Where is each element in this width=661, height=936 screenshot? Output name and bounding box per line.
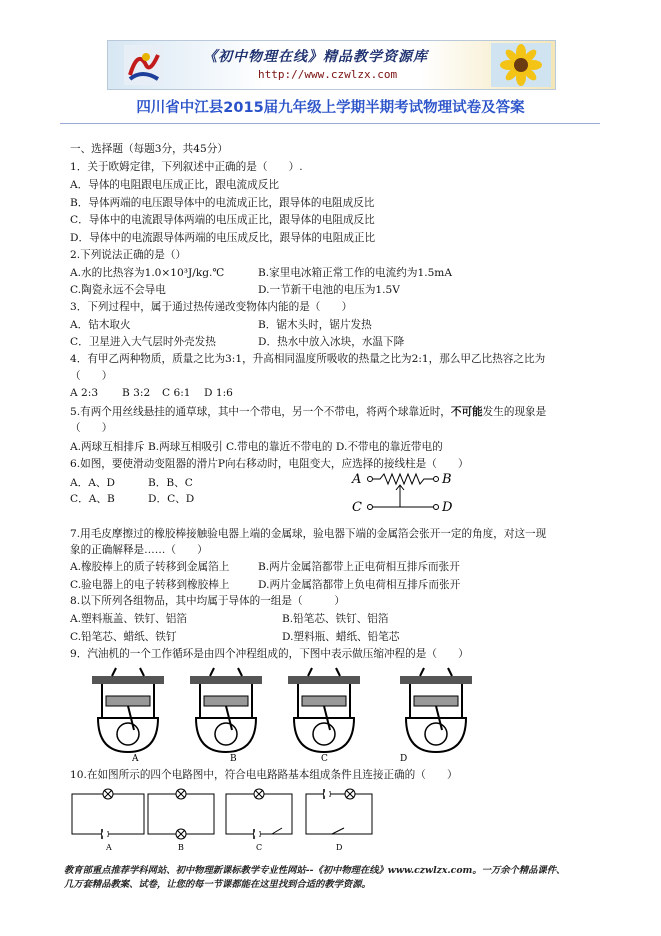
q4-option-b: B 3:2 xyxy=(122,387,151,399)
header-banner xyxy=(107,40,556,90)
q9-stem: 9．汽油机的一个工作循环是由四个冲程组成的，下图中表示做压缩冲程的是（ ） xyxy=(70,648,469,660)
q2-option-c: C.陶瓷永远不会导电 xyxy=(70,284,166,296)
q5-options: A.两球互相排斥 B.两球互相吸引 C.带电的靠近不带电的 D.不带电的靠近带电的 xyxy=(70,441,443,453)
circuit-label-b: B xyxy=(178,843,184,852)
q1-option-a: A．导体的电阻跟电压成正比，跟电流成反比 xyxy=(70,179,279,191)
q4-paren: （ ） xyxy=(70,370,113,382)
circuit-d xyxy=(306,789,372,834)
q3-option-d: D．热水中放入冰块，水温下降 xyxy=(258,336,405,348)
q3-option-a: A．钻木取火 xyxy=(70,319,131,331)
q1-option-b: B．导体两端的电压跟导体中的电流成正比，跟导体的电阻成反比 xyxy=(70,197,375,209)
sunflower-icon xyxy=(491,43,551,87)
circuit-a xyxy=(72,789,144,839)
banner-title: 《初中物理在线》精品教学资源库 xyxy=(203,49,428,65)
q5-stem-emphasis: 不可能 xyxy=(450,406,483,418)
q7-stem-line1: 7.用毛皮摩擦过的橡胶棒接触验电器上端的金属球，验电器下端的金属箔会张开一定的角度，对这一现 xyxy=(70,528,547,540)
q6-stem: 6.如图，要使滑动变阻器的滑片P向右移动时，电阻变大，应选择的接线柱是（ ） xyxy=(70,458,469,470)
engine-a-icon xyxy=(92,668,164,752)
q2-option-a: A.水的比热容为1.0×10³J/kg.℃ xyxy=(70,267,225,279)
q1-option-c: C．导体中的电流跟导体两端的电压成正比，跟导体的电阻成反比 xyxy=(70,214,375,226)
q4-stem: 4．有甲乙两种物质，质量之比为3:1，升高相同温度所吸收的热量之比为2:1，那么甲乙比热容之比为 xyxy=(70,353,546,365)
q5-stem-tail: 发生的现象是 xyxy=(482,406,547,418)
q8-option-c: C.铅笔芯、蜡纸、铁钉 xyxy=(70,631,177,643)
q4-option-c: C 6:1 xyxy=(162,387,191,399)
q5-stem xyxy=(70,405,546,419)
q2-stem: 2.下列说法正确的是（） xyxy=(70,249,187,261)
engine-d-icon xyxy=(400,668,472,752)
rheostat-label-c: C xyxy=(352,500,362,515)
q4-option-a: A 2:3 xyxy=(70,387,99,399)
q2-option-d: D.一节新干电池的电压为1.5V xyxy=(258,284,400,296)
q6-option-b: B．B、C xyxy=(148,477,193,489)
section-heading: 一、选择题（每题3分，共45分） xyxy=(70,143,228,155)
q10-stem: 10.在如图所示的四个电路图中，符合电电路路基本组成条件且连接正确的（ ） xyxy=(70,769,458,781)
q8-option-a: A.塑料瓶盖、铁钉、铝箔 xyxy=(70,613,187,625)
q7-option-c: C.验电器上的电子转移到橡胶棒上 xyxy=(70,579,230,591)
site-logo-icon xyxy=(124,45,164,85)
engine-c-icon xyxy=(288,668,360,752)
q7-option-a: A.橡胶棒上的质子转移到金属箔上 xyxy=(70,561,230,573)
engine-label-b: B xyxy=(230,754,237,764)
banner-url: http://www.czwlzx.com xyxy=(258,68,398,81)
engine-stroke-figures xyxy=(70,664,610,764)
footer-line-1: 教育部重点推荐学科网站、初中物理新课标教学专业性网站--《初中物理在线》www.czwlzx.com。一万余个精品课件、 xyxy=(64,865,566,876)
circuit-label-c: C xyxy=(256,843,263,852)
q5-stem-text: 5.有两个用丝线悬挂的通草球，其中一个带电，另一个不带电，将两个球靠近时， xyxy=(70,406,451,418)
q8-stem: 8.以下所列各组物品，其中均属于导体的一组是（ ） xyxy=(70,595,345,607)
engine-label-a: A xyxy=(132,754,139,764)
rheostat-figure xyxy=(350,465,460,515)
q6-option-d: D．C、D xyxy=(148,493,195,505)
engine-label-d: D xyxy=(400,754,408,764)
footer-line-2: 几万套精品教案、试卷，让您的每一节课都能在这里找到合适的教学资源。 xyxy=(64,879,371,890)
rheostat-label-b: B xyxy=(442,472,452,487)
q3-stem: 3．下列过程中，属于通过热传递改变物体内能的是（ ） xyxy=(70,301,353,313)
rheostat-label-a: A xyxy=(352,472,362,487)
q1-option-d: D．导体中的电流跟导体两端的电压成反比，跟导体的电阻成正比 xyxy=(70,232,376,244)
circuit-figures xyxy=(66,786,386,852)
circuit-b xyxy=(148,789,214,839)
q7-option-b: B.两片金属箔都带上正电荷相互排斥而张开 xyxy=(258,561,460,573)
q6-option-c: C．A、B xyxy=(70,493,115,505)
q5-paren: （ ） xyxy=(70,422,113,434)
document-title: 四川省中江县2015届九年级上学期半期考试物理试卷及答案 xyxy=(136,100,525,116)
q8-option-b: B.铅笔芯、铁钉、铝箔 xyxy=(282,613,389,625)
q2-option-b: B.家里电冰箱正常工作的电流约为1.5mA xyxy=(258,267,453,279)
title-divider xyxy=(60,123,600,124)
engine-b-icon xyxy=(190,668,262,752)
page-footer xyxy=(64,864,624,892)
q7-option-d: D.两片金属箔都带上负电荷相互排斥而张开 xyxy=(258,579,461,591)
circuit-c xyxy=(226,789,292,839)
q4-option-d: D 1:6 xyxy=(204,387,233,399)
circuit-label-d: D xyxy=(336,843,343,852)
engine-label-c: C xyxy=(321,754,328,764)
q3-option-c: C．卫星进入大气层时外壳发热 xyxy=(70,336,216,348)
circuit-label-a: A xyxy=(106,843,112,852)
q7-stem-line2: 象的正确解释是……（ ） xyxy=(70,544,208,556)
q3-option-b: B．锯木头时，锯片发热 xyxy=(258,319,372,331)
q6-option-a: A．A、D xyxy=(70,477,115,489)
q1-stem: 1．关于欧姆定律，下列叙述中正确的是（ ）. xyxy=(70,161,303,173)
q8-option-d: D.塑料瓶、蜡纸、铅笔芯 xyxy=(282,631,400,643)
rheostat-label-d: D xyxy=(442,500,453,515)
